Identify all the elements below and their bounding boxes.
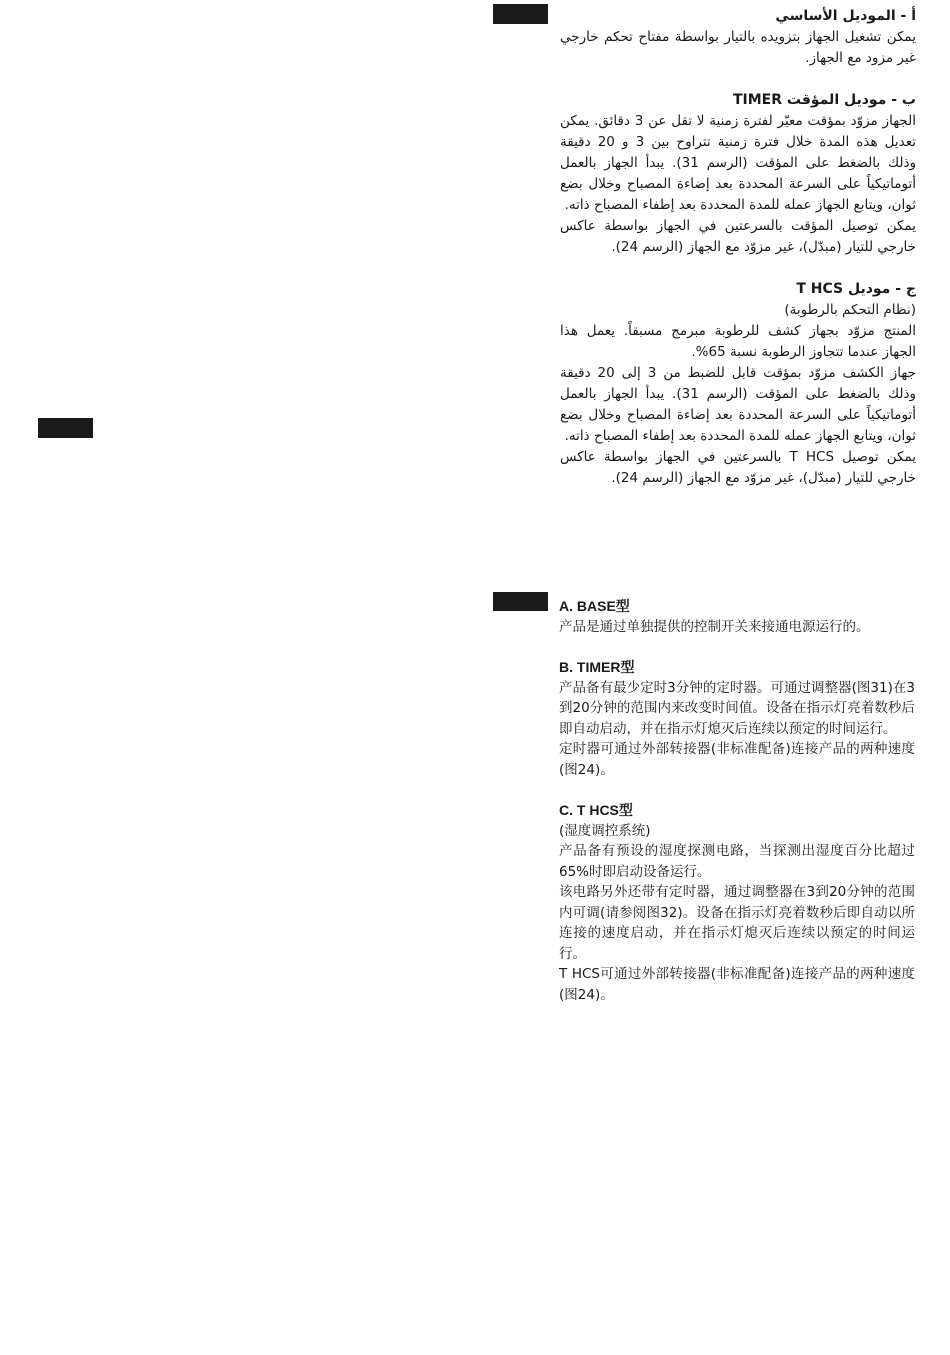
chinese-paragraph: T HCS可通过外部转接器(非标准配备)连接产品的两种速度(图24)。 (559, 966, 915, 1003)
arabic-paragraph: يمكن تشغيل الجهاز بتزويده بالتيار بواسطة مفتاح تحكم خارجي غير مزود مع الجهاز. (560, 29, 916, 66)
chinese-paragraph: 定时器可通过外部转接器(非标准配备)连接产品的两种速度(图24)。 (559, 741, 915, 778)
arabic-paragraph: جهاز الكشف مزوّد بمؤقت قابل للضبط من 3 إلى 20 دقيقة وذلك بالضغط على المؤقت (الرسم 31). يبدأ الجهاز بالعمل أتوماتيكياً على السرعة المحددة بعد إضاءة المصباح وخلال بضع ثوان، ويتابع الجهاز عمله للمدة المحددة بعد إطفاء المصباح ذاته. (560, 365, 916, 444)
arabic-heading-base: أ - الموديل الأساسي (775, 8, 916, 24)
chinese-heading-base: A. BASE型 (559, 598, 630, 614)
arabic-subtitle: (نظام التحكم بالرطوبة) (784, 302, 916, 318)
arabic-paragraph: المنتج مزوّد بجهاز كشف للرطوبة مبرمج مسبقاً. يعمل هذا الجهاز عندما تتجاوز الرطوبة نسبة 65%. (560, 323, 916, 360)
arabic-section-timer (560, 90, 916, 258)
arabic-section-base (560, 6, 916, 69)
language-tab-marker-left (38, 418, 93, 438)
arabic-heading-thcs: ج - موديل T HCS (796, 281, 916, 297)
chinese-text-block (559, 596, 915, 1025)
chinese-paragraph: 该电路另外还带有定时器，通过调整器在3到20分钟的范围内可调(请参阅图32)。设备在指示灯亮着数秒后即自动以所连接的速度启动，并在指示灯熄灭后连续以预定的时间运行。 (559, 884, 915, 962)
chinese-paragraph: 产品备有预设的湿度探测电路，当探测出湿度百分比超过65%时即启动设备运行。 (559, 843, 915, 880)
chinese-section-thcs (559, 800, 915, 1005)
arabic-heading-timer: ب - موديل المؤقت TIMER (732, 92, 916, 108)
chinese-subtitle: (湿度调控系统) (559, 822, 651, 839)
chinese-paragraph: 产品备有最少定时3分钟的定时器。可通过调整器(图31)在3到20分钟的范围内来改变时间值。设备在指示灯亮着数秒后即自动启动，并在指示灯熄灭后连续以预定的时间运行。 (559, 679, 915, 737)
arabic-paragraph: يمكن توصيل المؤقت بالسرعتين في الجهاز بواسطة عاكس خارجي للتيار (مبدّل)، غير مزوّد مع الجهاز (الرسم 24). (560, 218, 916, 255)
chinese-paragraph: 产品是通过单独提供的控制开关来接通电源运行的。 (559, 618, 870, 635)
chinese-heading-thcs: C. T HCS型 (559, 802, 633, 818)
arabic-section-thcs (560, 279, 916, 489)
chinese-heading-timer: B. TIMER型 (559, 659, 635, 675)
chinese-section-timer (559, 657, 915, 780)
chinese-section-base (559, 596, 915, 637)
language-tab-marker-arabic (493, 4, 548, 24)
arabic-paragraph: الجهاز مزوّد بمؤقت معيّر لفترة زمنية لا تقل عن 3 دقائق. يمكن تعديل هذه المدة خلال فترة زمنية تتراوح بين 3 و 20 دقيقة وذلك بالضغط على المؤقت (الرسم 31). يبدأ الجهاز بالعمل أتوماتيكياً على السرعة المحددة بعد إضاءة المصباح وخلال بضع ثوان، ويتابع الجهاز عمله للمدة المحددة بعد إطفاء المصباح ذاته. (560, 113, 916, 213)
arabic-text-block (560, 6, 916, 510)
language-tab-marker-chinese (493, 592, 548, 611)
arabic-paragraph: يمكن توصيل T HCS بالسرعتين في الجهاز بواسطة عاكس خارجي للتيار (مبدّل)، غير مزوّد مع الجهاز (الرسم 24). (560, 449, 917, 486)
